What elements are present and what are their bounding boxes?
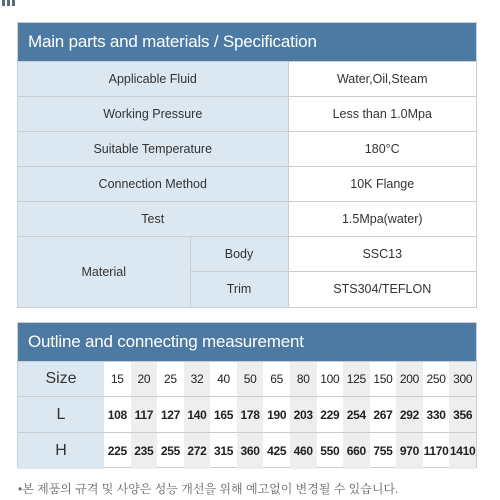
h-cell: 272 [184, 433, 211, 469]
material-part-label: Trim [190, 272, 288, 307]
material-label: Material [18, 237, 190, 307]
spec-row [18, 97, 476, 132]
h-cell: 550 [317, 433, 344, 469]
size-header: Size [18, 362, 104, 397]
size-cell: 25 [157, 362, 184, 397]
size-cell: 125 [343, 362, 370, 397]
spec-label: Applicable Fluid [18, 62, 288, 97]
l-header: L [18, 397, 104, 433]
spec-label: Test [18, 202, 288, 237]
l-cell: 292 [396, 397, 423, 433]
l-cell: 178 [237, 397, 264, 433]
size-cell: 20 [131, 362, 158, 397]
h-row [18, 433, 476, 469]
h-cell: 315 [210, 433, 237, 469]
measurement-title: Outline and connecting measurement [18, 323, 476, 361]
footnote: •본 제품의 규격 및 사양은 성능 개선을 위해 예고없이 변경될 수 있습니다. [18, 482, 399, 496]
spec-table [18, 61, 476, 307]
size-row [18, 362, 476, 397]
size-cell: 40 [210, 362, 237, 397]
l-row [18, 397, 476, 433]
l-cell: 356 [449, 397, 476, 433]
h-cell: 1170 [423, 433, 450, 469]
spec-row-material-body [18, 237, 476, 272]
size-cell: 150 [370, 362, 397, 397]
logo-mark [2, 0, 16, 6]
size-cell: 32 [184, 362, 211, 397]
size-cell: 15 [104, 362, 131, 397]
material-part-label: Body [190, 237, 288, 272]
l-cell: 140 [184, 397, 211, 433]
spec-row [18, 202, 476, 237]
h-cell: 360 [237, 433, 264, 469]
size-cell: 65 [263, 362, 290, 397]
spec-label: Connection Method [18, 167, 288, 202]
spec-row [18, 62, 476, 97]
h-header: H [18, 433, 104, 469]
h-cell: 425 [263, 433, 290, 469]
h-cell: 660 [343, 433, 370, 469]
spec-row [18, 167, 476, 202]
spec-label: Working Pressure [18, 97, 288, 132]
h-cell: 970 [396, 433, 423, 469]
spec-title: Main parts and materials / Specification [18, 23, 476, 61]
size-cell: 100 [317, 362, 344, 397]
measurement-table [18, 361, 476, 469]
size-cell: 200 [396, 362, 423, 397]
spec-value: 180°C [288, 132, 476, 167]
l-cell: 165 [210, 397, 237, 433]
material-part-value: STS304/TEFLON [288, 272, 476, 307]
spec-row [18, 132, 476, 167]
h-cell: 225 [104, 433, 131, 469]
spec-value: Less than 1.0Mpa [288, 97, 476, 132]
l-cell: 229 [317, 397, 344, 433]
l-cell: 330 [423, 397, 450, 433]
h-cell: 1410 [449, 433, 476, 469]
h-cell: 235 [131, 433, 158, 469]
l-cell: 267 [370, 397, 397, 433]
h-cell: 755 [370, 433, 397, 469]
spec-value: 1.5Mpa(water) [288, 202, 476, 237]
material-part-value: SSC13 [288, 237, 476, 272]
l-cell: 127 [157, 397, 184, 433]
h-cell: 255 [157, 433, 184, 469]
l-cell: 108 [104, 397, 131, 433]
size-cell: 50 [237, 362, 264, 397]
spec-label: Suitable Temperature [18, 132, 288, 167]
h-cell: 460 [290, 433, 317, 469]
l-cell: 203 [290, 397, 317, 433]
spec-section [17, 22, 477, 308]
l-cell: 254 [343, 397, 370, 433]
l-cell: 190 [263, 397, 290, 433]
l-cell: 117 [131, 397, 158, 433]
size-cell: 300 [449, 362, 476, 397]
measurement-section [17, 322, 477, 468]
size-cell: 250 [423, 362, 450, 397]
size-cell: 80 [290, 362, 317, 397]
spec-value: 10K Flange [288, 167, 476, 202]
spec-value: Water,Oil,Steam [288, 62, 476, 97]
